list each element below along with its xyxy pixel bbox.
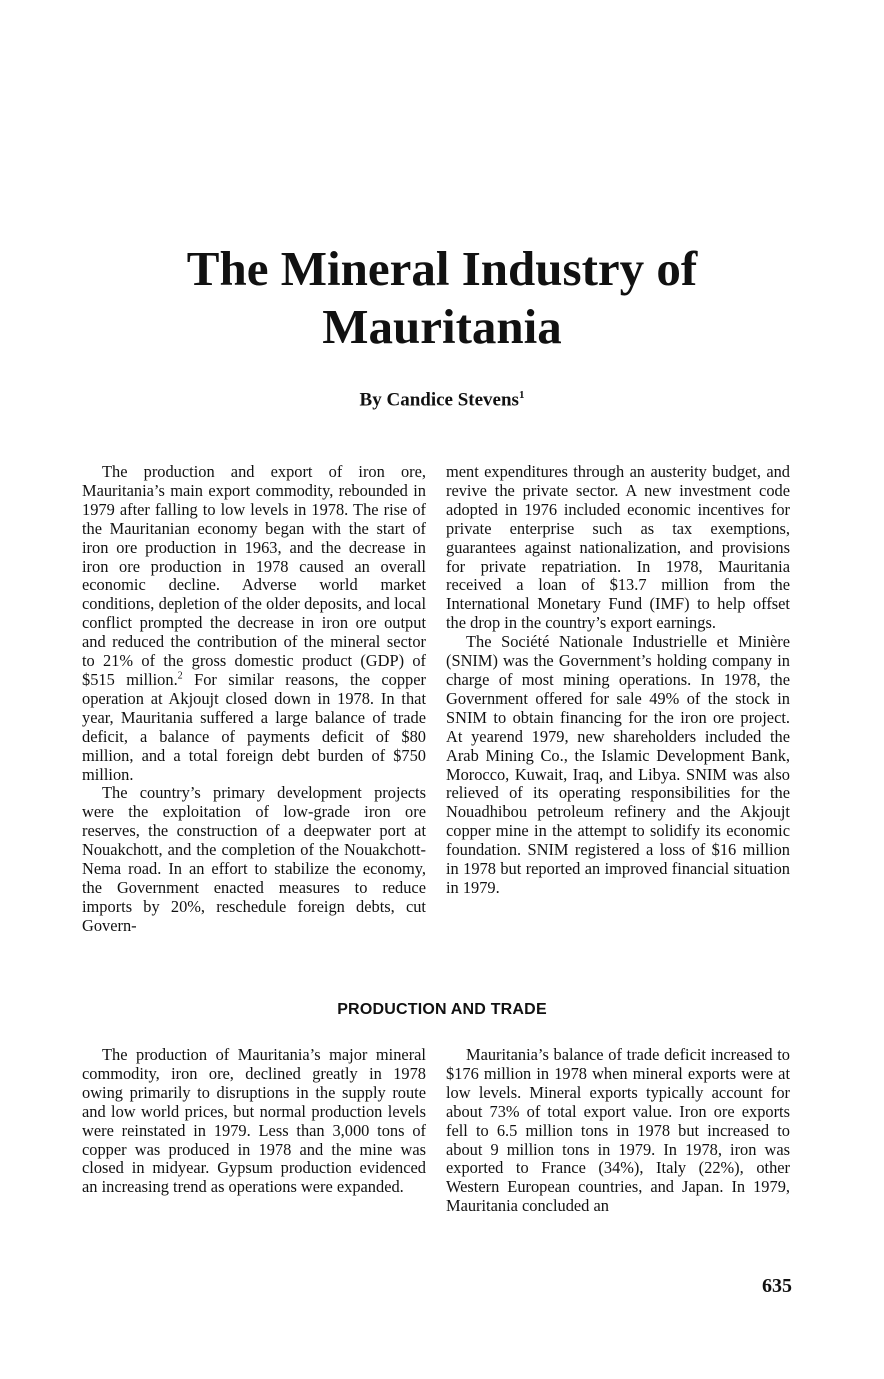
production-paragraph-1: The production of Mauritania’s major mineral commodity, iron ore, declined greatly in 1978 owing primarily to disruptions in the supply route and low world prices, but normal production levels were reinstated in 1979. Less than 3,000 tons of copper was produced in 1978 and the mine was closed in midyear. Gypsum production evidenced an increasing trend as operations were expanded. (82, 1045, 426, 1197)
byline-footnote-marker[interactable]: 1 (518, 389, 525, 401)
intro-paragraph-3: The Société Nationale Industrielle et Minière (SNIM) was the Government’s holding company in charge of most mining operations. In 1978, the Government offered for sale 49% of the stock in SNIM to obtain financing for the iron ore project. At yearend 1979, new shareholders included the Arab Mining Co., the Islamic Development Bank, Morocco, Kuwait, Iraq, and Libya. SNIM was also relieved of its operating responsibilities for the Nouadhibou petroleum refinery and the Akjoujt copper mine in the attempt to solidify its economic foundation. SNIM registered a loss of $16 million in 1978 but reported an improved financial situation in 1979. (446, 632, 790, 897)
article-title (0, 240, 884, 356)
byline (0, 383, 884, 412)
intro-column-left (82, 463, 426, 936)
footnote-marker-2[interactable]: 2 (177, 670, 183, 682)
production-column-left (82, 1046, 426, 1197)
intro-paragraph-2-continued: ment expenditures through an austerity budget, and revive the private sector. A new investment code adopted in 1976 included economic incentives for private enterprise such as tax exemptions, guarantees against nationalization, and provisions for private repatriation. In 1978, Mauritania received a loan of $13.7 million from the International Monetary Fund (IMF) to help offset the drop in the country’s export earnings. (446, 462, 790, 633)
production-column-right (446, 1046, 790, 1216)
author-name: By Candice Stevens (359, 389, 519, 411)
section-heading-production-trade: PRODUCTION AND TRADE (337, 1001, 547, 1018)
title-line-1: The Mineral Industry of (186, 241, 698, 296)
intro-paragraph-1: The production and export of iron ore, Mauritania’s main export commodity, rebounded in 1979 after falling to low levels in 1978. The rise of the Mauritanian economy began with the start of iron ore production in 1963, and the decrease in iron ore production in 1978 caused an overall economic decline. Adverse world market conditions, depletion of the older deposits, and local conflict prompted the decrease in iron ore output and reduced the contribution of the mineral sector to 21% of the gross domestic product (GDP) of $515 million.$^2$ For similar reasons, the copper operation at Akjoujt closed down in 1978. In that year, Mauritania suffered a large balance of trade deficit, a balance of payments deficit of $80 million, and a total foreign debt burden of $750 million. (82, 462, 426, 784)
title-line-2: Mauritania (322, 299, 562, 354)
page-number: 635 (762, 1275, 792, 1297)
intro-paragraph-2: The country’s primary development projects were the exploitation of low-grade iron ore reserves, the construction of a deepwater port at Nouakchott, and the completion of the Nouakchott-Nema road. In an effort to stabilize the economy, the Government enacted measures to reduce imports by 20%, reschedule foreign debts, cut Govern- (82, 783, 426, 935)
intro-column-right (446, 463, 790, 898)
trade-paragraph-1: Mauritania’s balance of trade deficit increased to $176 million in 1978 when mineral exports were at low levels. Mineral exports typically account for about 73% of total export value. Iron ore exports fell to 6.5 million tons in 1978 but increased to about 9 million tons in 1979. In 1978, iron was exported to France (34%), Italy (22%), other Western European countries, and Japan. In 1979, Mauritania concluded an (446, 1045, 790, 1216)
